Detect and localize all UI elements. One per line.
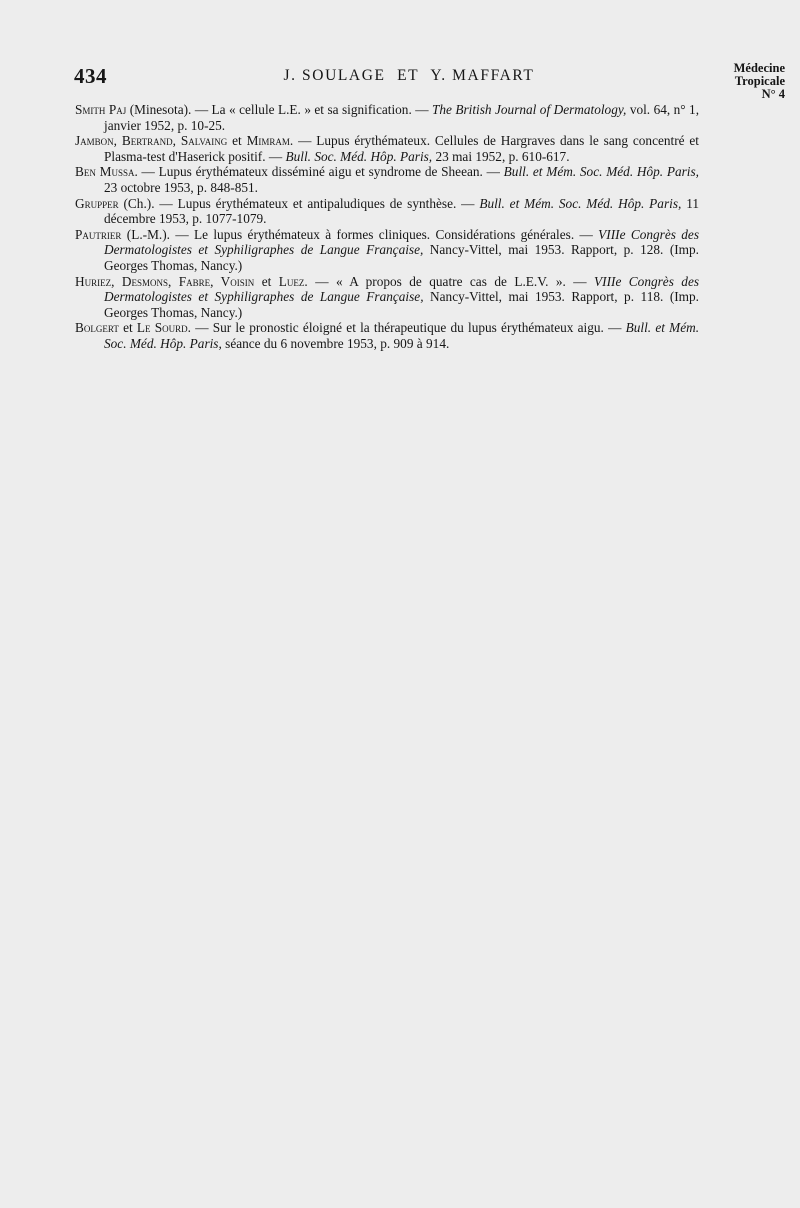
reference-source: Bull. et Mém. Soc. Méd. Hôp. Paris, [503, 164, 700, 180]
reference-details: Nancy-Vittel, mai 1953. Rapport, p. 128. (Imp. Georges Thomas, Nancy.) [104, 242, 699, 273]
reference-entry [75, 227, 699, 274]
reference-authors: Smith Paj [75, 102, 127, 117]
reference-authors: Bolgert [75, 320, 119, 336]
running-head-author-2: Y. MAFFART [430, 67, 535, 84]
running-head-join: ET [397, 67, 419, 84]
reference-entry [75, 133, 699, 164]
reference-entry [75, 164, 699, 195]
reference-title: — Lupus érythémateux. Cellules de Hargraves dans le sang concentré et Plasma-test d'Haserick positif. — [104, 133, 699, 164]
page-number: 434 [74, 64, 107, 88]
reference-title: — Sur le pronostic éloigné et la thérapeutique du lupus érythémateux aigu. — [195, 320, 622, 336]
reference-title: — Lupus érythémateux et antipaludiques de synthèse. — [159, 195, 475, 211]
reference-entry [75, 196, 699, 227]
reference-title: — La « cellule L.E. » et sa signification. — [194, 102, 429, 117]
reference-authors: Huriez, Desmons, Fabre, Voisin [75, 273, 255, 289]
reference-entry [75, 320, 699, 351]
reference-entry [75, 274, 699, 321]
reference-authors-2: Mimram. [246, 133, 294, 149]
reference-title: — Lupus érythémateux disséminé aigu et syndrome de Sheean. — [141, 164, 500, 180]
reference-authors: Ben Mussa. [75, 164, 138, 180]
running-head [0, 67, 800, 85]
reference-entry [75, 102, 699, 133]
reference-author-note: (Minesota). [129, 102, 192, 117]
reference-list [75, 102, 699, 352]
reference-source: VIIIe Congrès des Dermatologistes et Syphiligraphes de Langue Française, [104, 273, 700, 305]
journal-tag [734, 62, 785, 101]
reference-authors: Pautrier [75, 226, 122, 242]
reference-author-join: et [232, 133, 242, 149]
reference-authors-2: Le Sourd. [136, 320, 191, 336]
reference-title: — Le lupus érythémateux à formes cliniques. Considérations générales. — [175, 226, 593, 242]
reference-details: 23 octobre 1953, p. 848-851. [104, 179, 258, 195]
reference-source: The British Journal of Dermatology, [431, 102, 627, 117]
reference-details: séance du 6 novembre 1953, p. 909 à 914. [225, 335, 450, 351]
reference-authors: Jambon, Bertrand, Salvaing [75, 133, 228, 149]
reference-author-join: et [123, 320, 133, 336]
reference-author-note: (Ch.). [123, 195, 155, 211]
reference-details: vol. 64, n° 1, janvier 1952, p. 10-25. [104, 102, 700, 133]
reference-source: Bull. et Mém. Soc. Méd. Hôp. Paris, [479, 195, 682, 211]
reference-authors-2: Luez. [278, 273, 308, 289]
reference-source: VIIIe Congrès des Dermatologistes et Syphiligraphes de Langue Française, [104, 226, 699, 258]
reference-authors: Grupper [75, 195, 119, 211]
journal-tag-line-2: Tropicale [734, 74, 785, 88]
reference-details: 11 décembre 1953, p. 1077-1079. [104, 195, 700, 227]
reference-source: Bull. et Mém. Soc. Méd. Hôp. Paris, [104, 320, 700, 351]
running-head-author-1: J. SOULAGE [283, 67, 386, 84]
reference-title: — « A propos de quatre cas de L.E.V. ». — [315, 273, 587, 289]
reference-details: Nancy-Vittel, mai 1953. Rapport, p. 118. (Imp. Georges Thomas, Nancy.) [104, 289, 700, 320]
reference-details: 23 mai 1952, p. 610-617. [435, 148, 570, 164]
journal-tag-line-3: N° 4 [761, 87, 785, 101]
reference-source: Bull. Soc. Méd. Hôp. Paris, [285, 148, 433, 164]
reference-author-note: (L.-M.). [126, 226, 170, 242]
journal-tag-line-1: Médecine [733, 61, 785, 75]
reference-author-join: et [261, 273, 272, 289]
